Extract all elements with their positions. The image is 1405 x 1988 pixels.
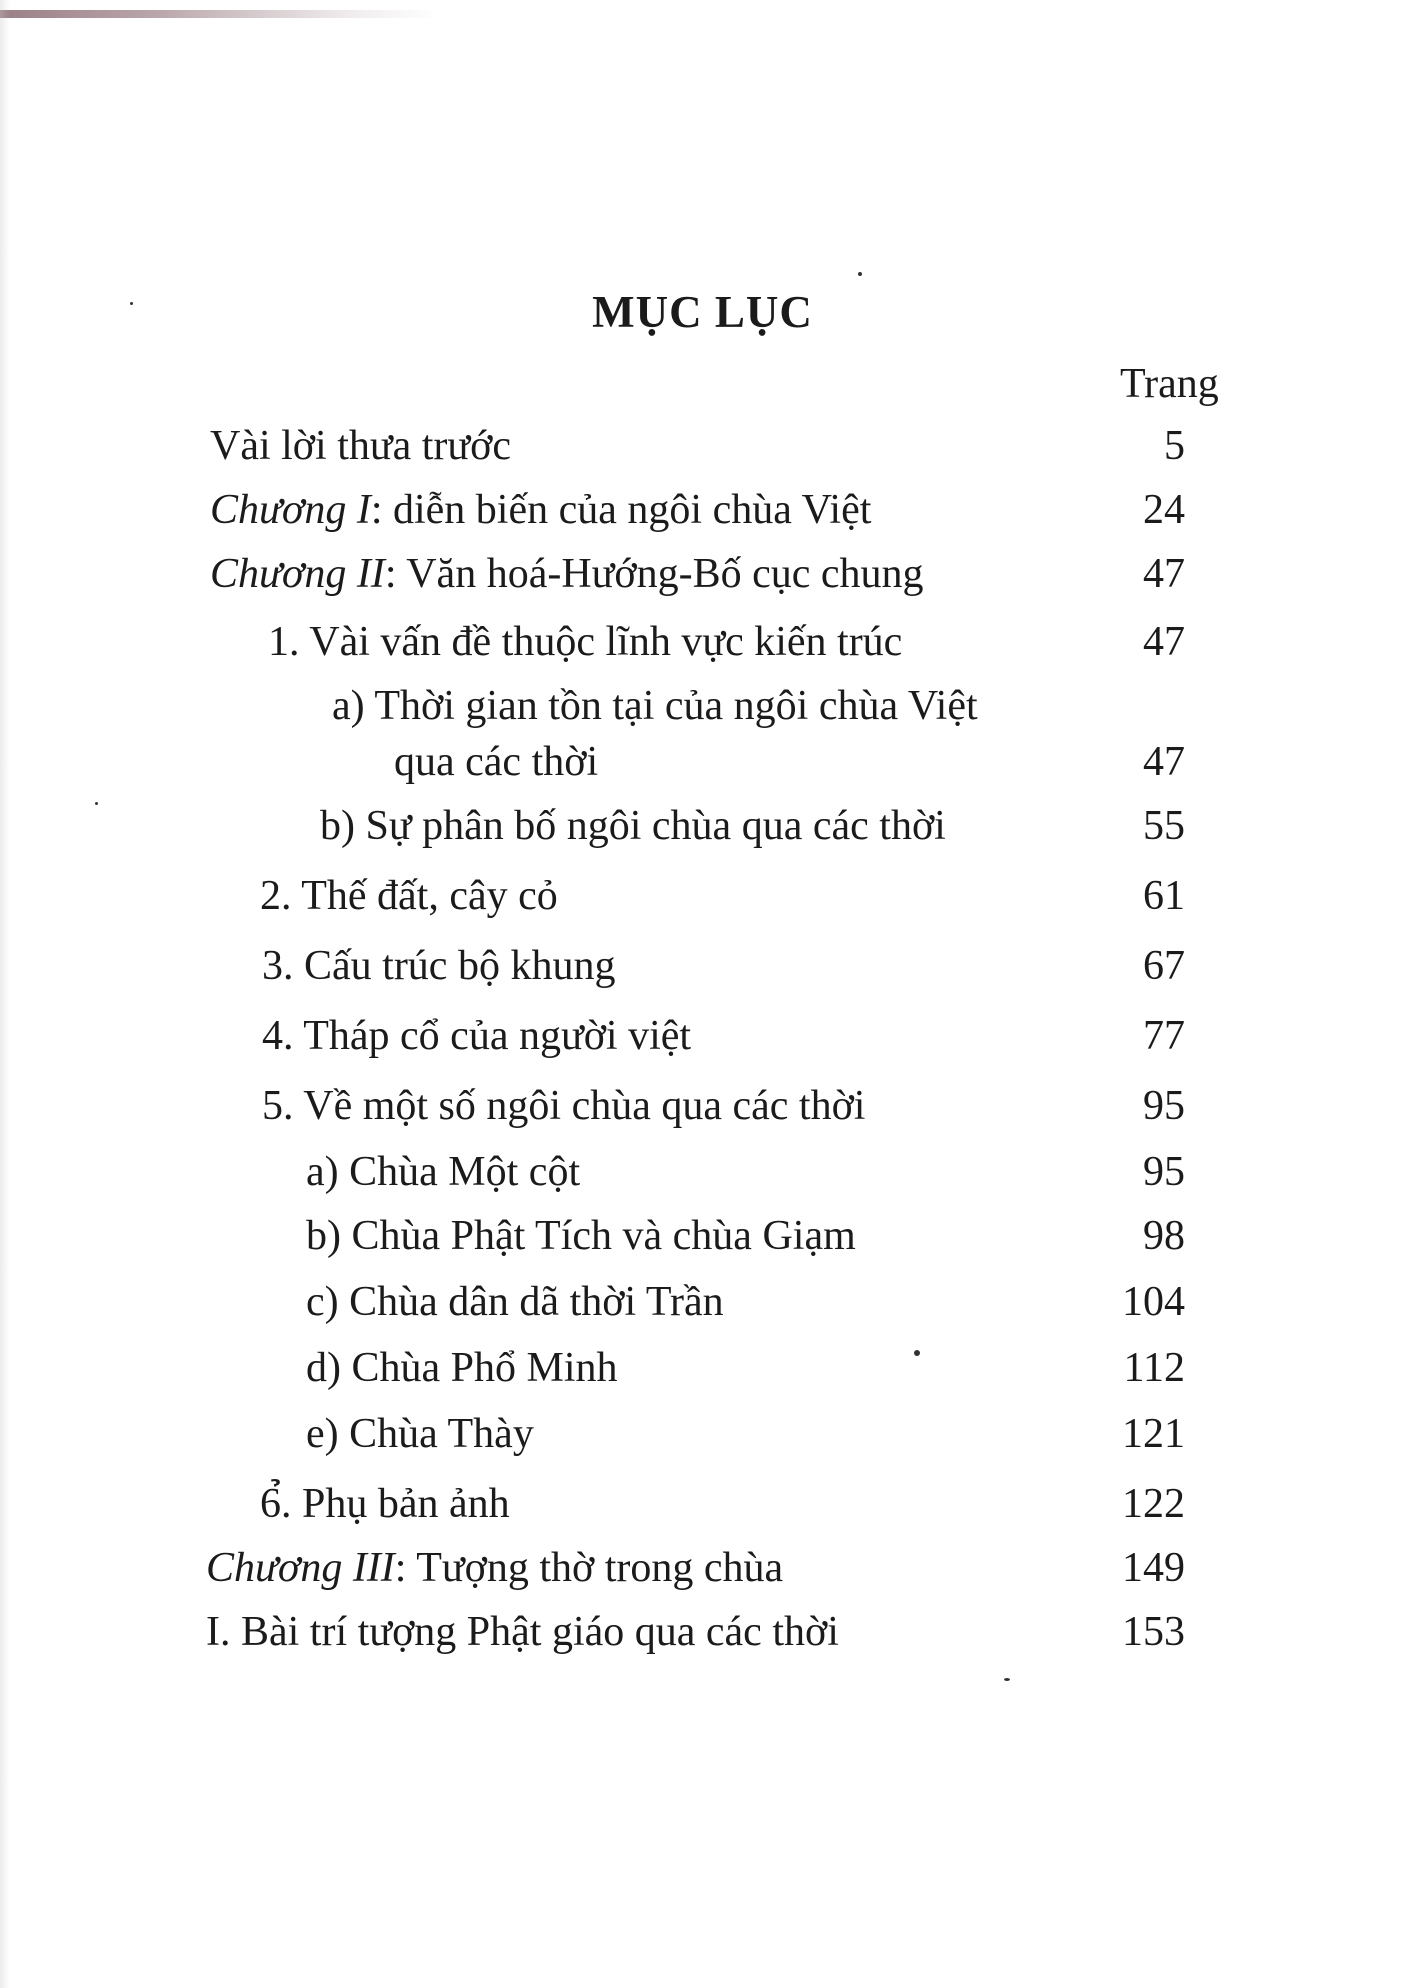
toc-entry	[0, 1540, 1405, 1596]
toc-entry-text: : Văn hoá-Hướng-Bố cục chung	[384, 551, 924, 597]
toc-entry-text: : diễn biến của ngôi chùa Việt	[370, 487, 872, 533]
chapter-prefix: Chương II	[210, 551, 385, 597]
toc-entry-label	[262, 1008, 691, 1064]
toc-entry-page: 47	[1143, 739, 1185, 785]
toc-entry	[0, 1406, 1405, 1462]
toc-entry-page: 5	[1164, 423, 1185, 469]
toc-entry-page: 95	[1143, 1149, 1185, 1195]
toc-entry-label	[260, 868, 558, 924]
toc-entry-page: 47	[1143, 551, 1185, 597]
toc-entry	[0, 1604, 1405, 1660]
toc-entry-label	[206, 1540, 783, 1596]
toc-entry-page: 153	[1122, 1609, 1185, 1655]
toc-entry-page: 121	[1122, 1411, 1185, 1457]
toc-entry-label	[260, 1476, 510, 1532]
toc-entry	[0, 614, 1405, 670]
toc-entry-text: I. Bài trí tượng Phật giáo qua các thời	[206, 1609, 839, 1655]
toc-entry	[0, 1078, 1405, 1134]
toc-entry-label	[210, 546, 924, 602]
toc-entry-text: : Tượng thờ trong chùa	[394, 1545, 784, 1591]
toc-entry-label	[210, 482, 871, 538]
page-column-header: Trang	[1120, 361, 1219, 407]
toc-entry-label	[206, 1604, 839, 1660]
toc-entry-text: d) Chùa Phổ Minh	[306, 1345, 618, 1391]
toc-entry-page: 77	[1143, 1013, 1185, 1059]
toc-entry-page: 95	[1143, 1083, 1185, 1129]
toc-entry-label	[306, 1144, 580, 1200]
toc-entry-page: 55	[1143, 803, 1185, 849]
toc-entry-text: b) Sự phân bố ngôi chùa qua các thời	[320, 803, 946, 849]
toc-entry-text: qua các thời	[394, 739, 599, 785]
toc-entry	[0, 678, 1405, 734]
scan-edge-mark	[0, 10, 440, 18]
toc-entry-text: a) Chùa Một cột	[306, 1149, 581, 1195]
toc-entry-page: 112	[1123, 1345, 1185, 1391]
toc-entry-text: Vài lời thưa trước	[210, 423, 512, 469]
toc-entry-text: 6̉. Phụ bản ảnh	[260, 1481, 510, 1527]
toc-entry-label	[262, 938, 615, 994]
toc-entry-page: 149	[1122, 1545, 1185, 1591]
toc-entry-text: 1. Vài vấn đề thuộc lĩnh vực kiến trúc	[268, 619, 903, 665]
toc-entry	[0, 418, 1405, 474]
toc-entry	[0, 798, 1405, 854]
toc-entry-label	[306, 1274, 724, 1330]
chapter-prefix: Chương III	[206, 1545, 395, 1591]
toc-entry	[0, 482, 1405, 538]
toc-entry-page: 104	[1122, 1279, 1185, 1325]
toc-entry-page: 67	[1143, 943, 1185, 989]
toc-entry-text: c) Chùa dân dã thời Trần	[306, 1279, 724, 1325]
toc-entry-text: 4. Tháp cổ của người việt	[262, 1013, 692, 1059]
toc-entry	[0, 938, 1405, 994]
toc-entry	[0, 1144, 1405, 1200]
toc-entry-text: b) Chùa Phật Tích và chùa Giạm	[306, 1213, 856, 1259]
toc-entry-label	[306, 1340, 618, 1396]
toc-entry-label	[332, 678, 978, 734]
toc-entry-label	[262, 1078, 865, 1134]
toc-entry-page: 98	[1143, 1213, 1185, 1259]
toc-entry-page: 61	[1143, 873, 1185, 919]
toc-entry-text: 3. Cấu trúc bộ khung	[262, 943, 616, 989]
toc-entry-page: 24	[1143, 487, 1185, 533]
chapter-prefix: Chương I	[210, 487, 371, 533]
toc-entry-text: 2. Thế đất, cây cỏ	[260, 873, 558, 919]
toc-entry	[0, 1274, 1405, 1330]
toc-entry-page: 122	[1122, 1481, 1185, 1527]
page-title: MỤC LỤC	[592, 287, 813, 337]
speck	[858, 272, 862, 276]
toc-entry-label	[306, 1406, 534, 1462]
toc-entry-label	[394, 734, 598, 790]
toc-entry-page: 47	[1143, 619, 1185, 665]
toc-entry-label	[210, 418, 511, 474]
toc-entry	[0, 1008, 1405, 1064]
toc-entry	[0, 868, 1405, 924]
toc-entry	[0, 1208, 1405, 1264]
toc-entry-label	[306, 1208, 856, 1264]
toc-entry-label	[320, 798, 946, 854]
speck	[1004, 1678, 1010, 1681]
toc-entry-text: a) Thời gian tồn tại của ngôi chùa Việt	[332, 683, 978, 729]
toc-entry	[0, 1340, 1405, 1396]
toc-entry-label	[268, 614, 902, 670]
toc-entry	[0, 734, 1405, 790]
toc-entry	[0, 546, 1405, 602]
toc-entry-text: e) Chùa Thày	[306, 1411, 534, 1457]
toc-entry-text: 5. Về một số ngôi chùa qua các thời	[262, 1083, 866, 1129]
toc-entry	[0, 1476, 1405, 1532]
